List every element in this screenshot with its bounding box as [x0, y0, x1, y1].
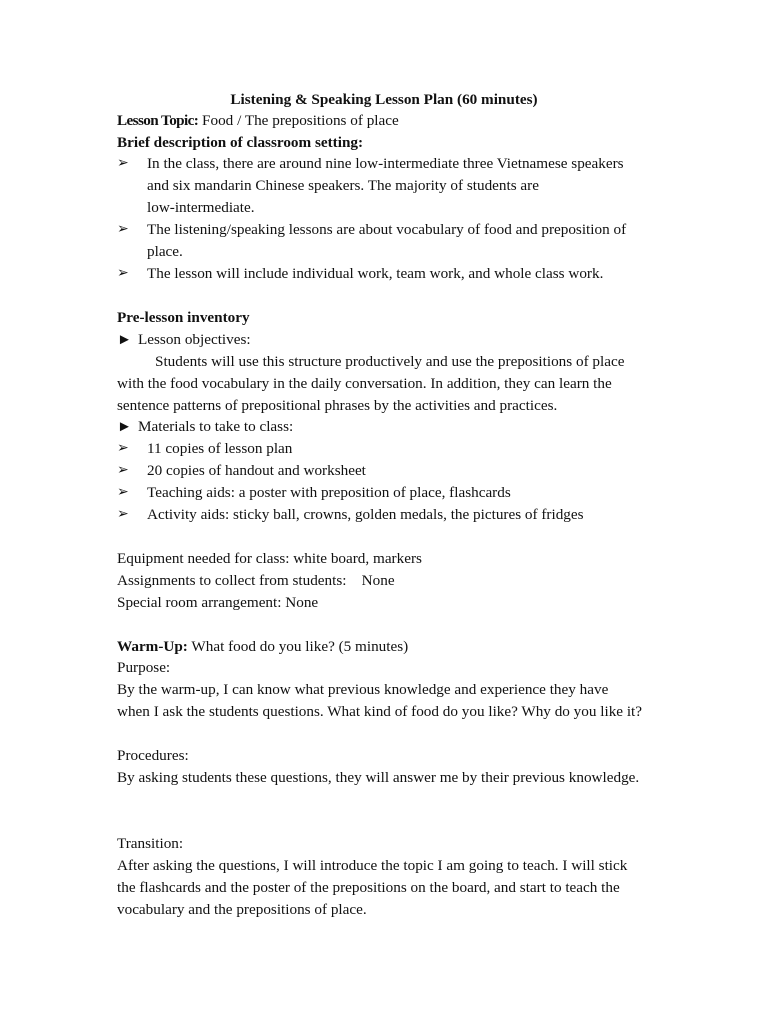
lesson-topic	[117, 111, 399, 131]
purpose-line-1: By the warm-up, I can know what previous knowledge and experience they have	[117, 681, 609, 698]
transition-line-1: After asking the questions, I will introduce the topic I am going to teach. I will stick	[117, 857, 628, 874]
warmup-heading	[117, 637, 408, 657]
objectives-line-2: with the food vocabulary in the daily conversation. In addition, they can learn the	[117, 375, 612, 392]
document-title: Listening & Speaking Lesson Plan (60 minutes)	[230, 91, 538, 108]
objectives-label: Lesson objectives:	[138, 331, 251, 348]
bullet-arrow-icon: ➢	[117, 156, 129, 171]
inventory-heading: Pre-lesson inventory	[117, 309, 250, 326]
setting-bullet-2-line-1: The listening/speaking lessons are about vocabulary of food and preposition of	[147, 221, 627, 238]
room-arrangement-line: Special room arrangement: None	[117, 594, 319, 611]
setting-heading: Brief description of classroom setting:	[117, 134, 364, 151]
material-item: Teaching aids: a poster with preposition of place, flashcards	[147, 484, 511, 501]
setting-bullet-1-line-2: and six mandarin Chinese speakers. The majority of students are	[147, 177, 539, 194]
transition-label: Transition:	[117, 835, 184, 852]
materials-label: Materials to take to class:	[138, 418, 294, 435]
objectives-line-3: sentence patterns of prepositional phrases by the activities and practices.	[117, 397, 558, 414]
triangle-bullet-icon: ►	[117, 332, 132, 348]
transition-line-3: vocabulary and the prepositions of place.	[117, 901, 367, 918]
warmup-label: Warm-Up:	[117, 638, 188, 655]
material-item: 20 copies of handout and worksheet	[147, 462, 366, 479]
transition-line-2: the flashcards and the poster of the prepositions on the board, and start to teach the	[117, 879, 620, 896]
objectives-line-1: Students will use this structure productively and use the prepositions of place	[155, 353, 625, 370]
bullet-arrow-icon: ➢	[117, 463, 129, 478]
purpose-line-2: when I ask the students questions. What kind of food do you like? Why do you like it?	[117, 703, 643, 720]
triangle-bullet-icon: ►	[117, 419, 132, 435]
equipment-line: Equipment needed for class: white board, markers	[117, 550, 422, 567]
lesson-topic-label: Lesson Topic:	[117, 112, 199, 129]
material-item: Activity aids: sticky ball, crowns, golden medals, the pictures of fridges	[147, 506, 584, 523]
bullet-arrow-icon: ➢	[117, 507, 129, 522]
setting-bullet-3: The lesson will include individual work, team work, and whole class work.	[147, 265, 604, 282]
purpose-label: Purpose:	[117, 659, 171, 676]
bullet-arrow-icon: ➢	[117, 441, 129, 456]
procedures-label: Procedures:	[117, 747, 189, 764]
setting-bullet-1-line-1: In the class, there are around nine low-intermediate three Vietnamese speakers	[147, 155, 624, 172]
assignments-line: Assignments to collect from students: None	[117, 572, 395, 589]
setting-bullet-2-line-2: place.	[147, 243, 183, 260]
lesson-topic-value: Food / The prepositions of place	[202, 112, 399, 129]
bullet-arrow-icon: ➢	[117, 222, 129, 237]
bullet-arrow-icon: ➢	[117, 485, 129, 500]
setting-bullet-1-line-3: low-intermediate.	[147, 199, 255, 216]
procedures-line: By asking students these questions, they will answer me by their previous knowledge.	[117, 769, 640, 786]
bullet-arrow-icon: ➢	[117, 266, 129, 281]
material-item: 11 copies of lesson plan	[147, 440, 293, 457]
warmup-title: What food do you like? (5 minutes)	[191, 638, 409, 655]
